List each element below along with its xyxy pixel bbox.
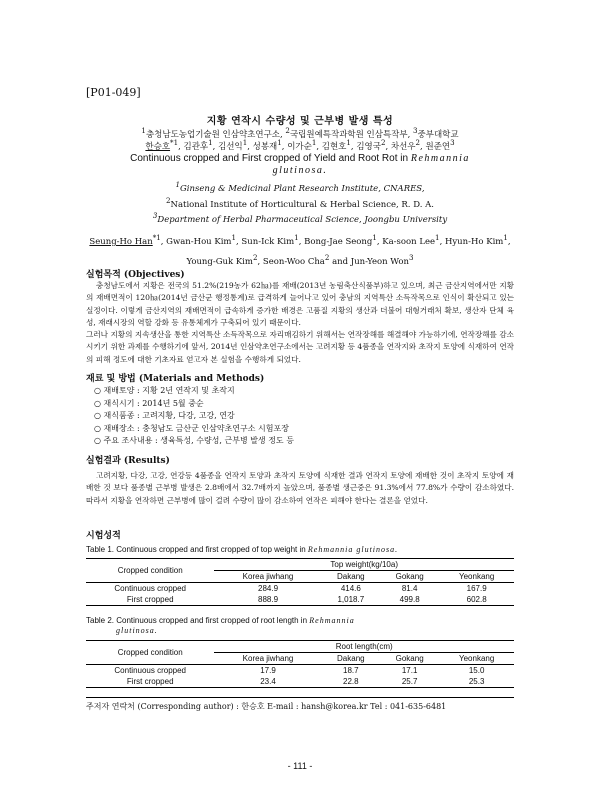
author-ko: 원준연 (425, 141, 451, 152)
table1-col-header: Dakang (322, 571, 380, 583)
page-number: - 111 - (287, 761, 313, 771)
table-row (86, 583, 514, 595)
objectives-paragraph-1: 충청남도에서 지황은 전국의 51.2%(219농가 62㏊)를 재배(2013년 농림축산식품부)하고 있으며, 최근 금산지역에서만 지황의 재배면적이 120㏊(2014년 금산군 행정통계)로 급격하게 늘어나고 있어 충남의 지역특산 소득작목으로 인식이 확산되고 있는 실정이다. 이렇게 금산지역의 재배면적이 급속하게 증가한 배경은 고품질 지황의 생산과 더불어 대형거래처 확보, 생산자 단체 육성, 재래시장의 역할 강화 등 유통체계가 구축되어 있기 때문이다. (86, 281, 515, 328)
author-ko: 성봉재 (252, 141, 278, 152)
table1-cell: 81.4 (401, 584, 418, 593)
author-en: Seung-Ho Han (89, 236, 153, 247)
methods-item: ○ 재식품종 : 고려지황, 다강, 고강, 연강 (94, 411, 235, 420)
author-sup: *1 (152, 233, 161, 242)
title-en-main: Continuous cropped and First cropped of Yield and Root Rot in (130, 153, 411, 164)
table1-group-header: Top weight(kg/10a) (214, 559, 514, 571)
table1-caption (86, 545, 514, 555)
table2-col-header: Dakang (322, 653, 380, 665)
author-sup: 2 (380, 138, 386, 147)
authors-korean: 한승호$^{*1}$, 김관후$^1$, 김선익$^1$, 성봉재$^1$, 이가순$^1$, 김현호$^1$, 김영국$^2$, 차선우$^2$, 원준연$^3$ (145, 138, 455, 152)
table2-row-label: Continuous cropped (114, 666, 186, 675)
authors-english: Seung-Ho Han$^{*1}$, Gwan-Hou Kim$^1$, Sun-Ick Kim$^1$, Bong-Jae Seong$^1$, Ka-soon Lee$^1$, Hyun-Ho Kim$^1$, Young-Guk Kim$^2$, Seon-Woo Cha$^2$ and Jun-Yeon Won$^3$ (89, 233, 511, 267)
aff-en-text: National Institute of Horticultural & Herbal Science, R. D. A. (170, 199, 434, 210)
author-sup: *1 (170, 138, 179, 147)
title-en-species: glutinosa. (272, 165, 328, 176)
table2 (86, 640, 514, 688)
author-sup: 3 (450, 138, 455, 147)
corresponding-author: 주저자 연락처 (Corresponding author) : 한승호 E-mail : hansh@korea.kr Tel : 041-635-6481 (86, 702, 447, 711)
table1-cell: 602.8 (466, 595, 487, 604)
author-sup: 3 (409, 252, 414, 262)
aff-en-text: Department of Herbal Pharmaceutical Science, Joongbu University (157, 214, 448, 225)
table2-group-header: Root length(cm) (214, 641, 514, 653)
objectives-paragraph-2: 그러나 지황의 지속생산을 통한 지역특산 소득작목으로 자리매김하기 위해서는 연작장해를 해결해야 가능하기에, 연작장해를 감소시키기 위한 과제를 수행하기에 앞서, 2014년 인삼약초연구소에서는 고려지황 등 4품종을 연작지와 초작지 토양에 식재하여 연작의 피해 정도에 대한 기초자료 얻고자 본 실험을 수행하게 되었다. (86, 330, 514, 364)
table1-caption-main: Table 1. Continuous cropped and first cropped of top weight in (86, 545, 308, 554)
table1-caption-species: Rehmannia glutinosa. (307, 545, 399, 554)
aff-ko-sup: 1 (141, 126, 146, 135)
aff-en-text: Ginseng & Medicinal Plant Research Institute, CNARES, (179, 183, 425, 194)
author-ko: 김현호 (321, 141, 347, 152)
author-ko: 김관후 (183, 141, 209, 152)
table2-cell: 18.7 (343, 666, 359, 675)
aff-ko-sup: 2 (285, 126, 290, 135)
footer-divider (86, 697, 514, 698)
author-en: Bong-Jae Seong (304, 236, 373, 247)
author-en: Ka-soon Lee (382, 236, 436, 247)
author-sup: 1 (294, 233, 299, 242)
author-ko: 이가순 (287, 141, 312, 152)
table1-cell: 414.6 (340, 584, 361, 593)
table1-row-label: First cropped (126, 595, 174, 604)
author-en: Jun-Yeon Won (350, 256, 410, 267)
author-en: Hyun-Ho Kim (444, 236, 504, 247)
table1-cell: 499.8 (399, 595, 420, 604)
table-row (86, 665, 514, 677)
table2-cell: 17.9 (260, 666, 276, 675)
author-ko: 차선우 (390, 141, 416, 152)
methods-item: ○ 재식시기 : 2014년 5월 중순 (94, 398, 204, 408)
author-sup: 1 (435, 233, 440, 242)
table2-cell: 17.1 (401, 666, 418, 675)
table2-row-label: First cropped (126, 677, 174, 686)
author-sup: 1 (231, 233, 237, 242)
author-sup: 2 (252, 252, 258, 262)
table-row (86, 594, 514, 606)
table2-cell: 23.4 (260, 677, 276, 686)
table1-row-label: Continuous cropped (114, 584, 186, 593)
table1-col-header: Korea jiwhang (214, 571, 321, 583)
section-title-methods: 재료 및 방법 (Materials and Methods) (86, 374, 265, 384)
author-ko: 한승호 (145, 141, 171, 152)
table2-cell: 25.7 (401, 677, 418, 686)
author-sup: 1 (208, 138, 213, 147)
table1-cell: 284.9 (258, 584, 279, 593)
methods-item: ○ 재배토양 : 지황 2년 연작지 및 초작지 (94, 386, 235, 395)
title-english (86, 153, 514, 177)
aff-en-sup: 2 (166, 196, 171, 205)
table2-row-header: Cropped condition (86, 641, 214, 665)
table2-caption-species: Rehmannia (309, 616, 355, 625)
title-en-species: Rehmannia (410, 153, 470, 164)
methods-item: ○ 주요 조사내용 : 생육특성, 수량성, 근부병 발생 정도 등 (94, 436, 294, 445)
aff-ko-sup: 3 (413, 126, 418, 135)
author-en: Young-Guk Kim (186, 256, 253, 267)
author-en: Gwan-Hou Kim (166, 236, 232, 247)
author-en: Sun-Ick Kim (241, 236, 295, 247)
section-title-objectives: 실험목적 (Objectives) (86, 270, 185, 280)
author-en: Seon-Woo Cha (262, 256, 325, 267)
table1-cell: 888.9 (258, 595, 279, 604)
author-sup: 1 (311, 138, 317, 147)
aff-ko-text: 중부대학교 (417, 129, 459, 140)
table2-caption (86, 616, 514, 636)
author-sup: 2 (324, 252, 330, 262)
table1-col-header: Gokang (380, 571, 439, 583)
section-title-test-results: 시험성적 (86, 531, 121, 541)
author-sup: 1 (242, 138, 248, 147)
table2-cell: 25.3 (468, 677, 485, 686)
table1-cell: 167.9 (466, 584, 487, 593)
methods-item: ○ 재배장소 : 충청남도 금산군 인삼약초연구소 시험포장 (94, 423, 289, 433)
table2-caption-main: Table 2. Continuous cropped and first cropped of root length in (86, 616, 310, 625)
table1-col-header: Yeonkang (439, 571, 514, 583)
aff-ko-text: 충청남도농업기술원 인삼약초연구소, (145, 129, 286, 140)
results-paragraph: 고려지황, 다강, 고강, 연강등 4품종을 연작지 토양과 초작지 토양에 식재한 결과 연작지 토양에 재배한 것이 초작지 토양에 재배한 것 보다 품종별 근부병 발생은 2.8배에서 32.7배까지 높았으며, 품종별 생근중은 91.3%에서 77.8%가 수량이 감소하였다. 따라서 지황을 연작하면 근부병에 많이 걸려 수량이 많이 감소하여 연작은 피해야 한다는 결론을 얻었다. (86, 471, 514, 505)
section-title-results: 실험결과 (Results) (86, 456, 170, 466)
aff-en-sup: 3 (152, 211, 158, 220)
title-korean: 지황 연작시 수량성 및 근부병 발생 특성 (206, 116, 394, 127)
table2-col-header: Gokang (380, 653, 439, 665)
author-ko: 김선익 (218, 141, 243, 152)
methods-list (86, 385, 514, 448)
table1-row-header: Cropped condition (86, 559, 214, 583)
table2-col-header: Yeonkang (439, 653, 514, 665)
affiliation-en-2 (86, 196, 514, 210)
affiliation-en-1 (86, 180, 514, 194)
table2-cell: 22.8 (343, 677, 359, 686)
table1 (86, 558, 514, 606)
table-row (86, 676, 514, 688)
abstract-code: [P01-049] (86, 86, 141, 99)
author-sup: 1 (277, 138, 282, 147)
author-sup: 2 (415, 138, 421, 147)
table1-cell: 1,018.7 (337, 595, 365, 604)
table2-cell: 15.0 (468, 666, 485, 675)
affiliation-en-3 (86, 211, 514, 225)
author-ko: 김영국 (356, 141, 381, 152)
aff-en-sup: 1 (175, 180, 180, 189)
table2-caption-species: glutinosa. (116, 626, 158, 635)
author-sup: 1 (372, 233, 377, 242)
author-sup: 1 (503, 233, 508, 242)
table2-col-header: Korea jiwhang (214, 653, 321, 665)
aff-ko-text: 국립원예특작과학원 인삼특작부, (289, 129, 413, 140)
author-sup: 1 (346, 138, 351, 147)
